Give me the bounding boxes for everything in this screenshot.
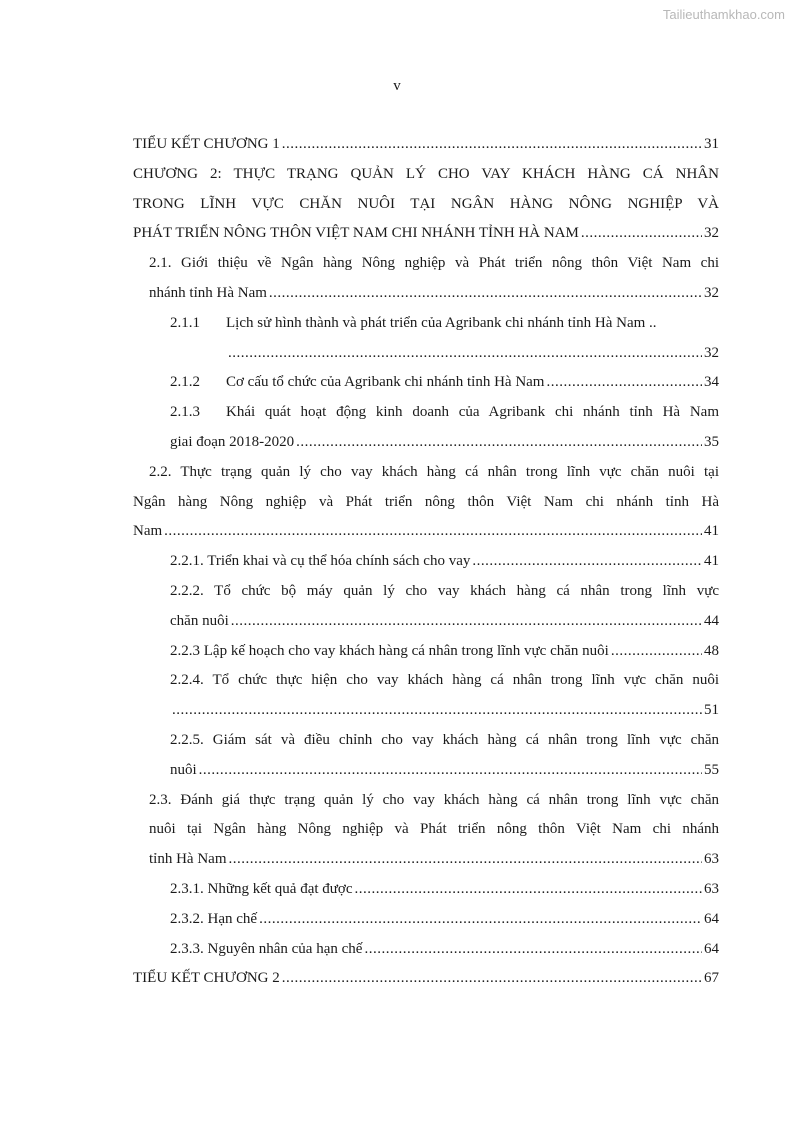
toc-entry-line: 2.2. Thực trạng quản lý cho vay khách hàng cá nhân trong lĩnh vực chăn nuôi tại (149, 463, 719, 480)
toc-entry-2-2-5[interactable] (133, 726, 719, 786)
toc-entry-title: 2.3.2. Hạn chế (170, 910, 258, 927)
toc-entry-2-2-1[interactable] (133, 547, 719, 577)
toc-page-number: 41 (704, 523, 719, 540)
toc-page-number: 63 (704, 880, 719, 897)
toc-entry-2-2-4[interactable] (133, 666, 719, 726)
dot-leader (269, 279, 702, 309)
dot-leader (228, 845, 702, 875)
toc-page-number: 32 (704, 225, 719, 242)
toc-entry-title: chăn nuôi (170, 612, 229, 629)
toc-entry-title: nhánh tỉnh Hà Nam (149, 284, 267, 301)
toc-page-number: 67 (704, 970, 719, 987)
toc-entry-2-3-3[interactable] (133, 935, 719, 965)
toc-entry-number: 2.1.1 (170, 314, 200, 331)
table-of-contents (133, 130, 719, 994)
toc-entry-line: nuôi tại Ngân hàng Nông nghiệp và Phát triển nông thôn Việt Nam chi nhánh (149, 821, 719, 838)
toc-entry-2-1-3[interactable] (133, 398, 719, 458)
toc-entry-title: tỉnh Hà Nam (149, 851, 227, 868)
dot-leader (228, 339, 702, 369)
dot-leader (282, 964, 702, 994)
toc-page-number: 64 (704, 910, 719, 927)
toc-page-number: 51 (704, 702, 719, 719)
dot-leader (282, 130, 702, 160)
toc-page-number: 34 (704, 374, 719, 391)
dot-leader (472, 547, 702, 577)
toc-entry-line: Lịch sử hình thành và phát triển của Agribank chi nhánh tỉnh Hà Nam .. (226, 314, 657, 331)
toc-entry-2-1-2[interactable] (133, 368, 719, 398)
toc-entry-title: 2.3.3. Nguyên nhân của hạn chế (170, 940, 363, 957)
toc-entry-2-2-3[interactable] (133, 637, 719, 667)
toc-entry-title: 2.2.3 Lập kế hoạch cho vay khách hàng cá nhân trong lĩnh vực chăn nuôi (170, 642, 609, 659)
dot-leader (581, 219, 702, 249)
dot-leader (364, 935, 702, 965)
toc-page-number: 41 (704, 553, 719, 570)
toc-entry-title: 2.2.1. Triển khai và cụ thể hóa chính sách cho vay (170, 553, 471, 570)
toc-entry-title: 2.3.1. Những kết quả đạt được (170, 880, 353, 897)
dot-leader (296, 428, 702, 458)
toc-entry-number: 2.1.2 (170, 374, 200, 391)
toc-entry-number: 2.1.3 (170, 404, 200, 421)
toc-entry-2-3-2[interactable] (133, 905, 719, 935)
toc-entry-title: giai đoạn 2018-2020 (170, 433, 295, 450)
dot-leader (611, 637, 702, 667)
toc-page-number: 48 (704, 642, 719, 659)
toc-entry-2-2[interactable] (133, 458, 719, 547)
dot-leader (172, 696, 702, 726)
toc-entry-2-2-2[interactable] (133, 577, 719, 637)
toc-entry-title: TIỂU KẾT CHƯƠNG 2 (133, 970, 280, 987)
dot-leader (164, 517, 702, 547)
dot-leader (199, 756, 702, 786)
dot-leader (546, 368, 702, 398)
toc-entry-2-1[interactable] (133, 249, 719, 309)
toc-page-number: 32 (704, 344, 719, 361)
toc-entry-line: 2.2.5. Giám sát và điều chỉnh cho vay khách hàng cá nhân trong lĩnh vực chăn (170, 731, 719, 748)
toc-page-number: 35 (704, 433, 719, 450)
toc-entry-title: Nam (133, 523, 163, 540)
dot-leader (259, 905, 702, 935)
toc-page-number: 64 (704, 940, 719, 957)
toc-page-number: 63 (704, 851, 719, 868)
toc-entry-2-3-1[interactable] (133, 875, 719, 905)
toc-entry-2-1-1[interactable] (133, 309, 719, 369)
toc-entry-title: PHÁT TRIỂN NÔNG THÔN VIỆT NAM CHI NHÁNH TỈNH HÀ NAM (133, 225, 579, 242)
toc-page-number: 31 (704, 136, 719, 152)
toc-page-number: 55 (704, 761, 719, 778)
toc-page-number: 32 (704, 284, 719, 301)
watermark: Tailieuthamkhao.com (662, 7, 785, 22)
dot-leader (231, 607, 702, 637)
toc-entry-line: 2.2.2. Tổ chức bộ máy quản lý cho vay khách hàng cá nhân trong lĩnh vực (170, 582, 719, 599)
toc-entry-title: Cơ cấu tổ chức của Agribank chi nhánh tỉnh Hà Nam (226, 374, 545, 391)
toc-entry-summary-chapter-2[interactable] (133, 964, 719, 994)
toc-entry-2-3[interactable] (133, 786, 719, 875)
toc-entry-line: TRONG LĨNH VỰC CHĂN NUÔI TẠI NGÂN HÀNG NÔNG NGHIỆP VÀ (133, 195, 719, 212)
toc-entry-summary-chapter-1[interactable] (133, 130, 719, 160)
toc-entry-line: 2.1. Giới thiệu về Ngân hàng Nông nghiệp và Phát triển nông thôn Việt Nam chi (149, 255, 719, 272)
toc-entry-line: CHƯƠNG 2: THỰC TRẠNG QUẢN LÝ CHO VAY KHÁCH HÀNG CÁ NHÂN (133, 165, 719, 182)
dot-leader (355, 875, 703, 905)
page-number: v (393, 78, 401, 94)
toc-entry-chapter-2[interactable] (133, 160, 719, 249)
toc-entry-line: 2.3. Đánh giá thực trạng quản lý cho vay khách hàng cá nhân trong lĩnh vực chăn (149, 791, 719, 808)
toc-entry-title: TIỂU KẾT CHƯƠNG 1 (133, 136, 280, 152)
toc-page-number: 44 (704, 612, 719, 629)
toc-entry-line: Khái quát hoạt động kinh doanh của Agribank chi nhánh tỉnh Hà Nam (226, 404, 719, 421)
toc-entry-line: 2.2.4. Tổ chức thực hiện cho vay khách hàng cá nhân trong lĩnh vực chăn nuôi (170, 672, 719, 689)
toc-entry-line: Ngân hàng Nông nghiệp và Phát triển nông thôn Việt Nam chi nhánh tỉnh Hà (133, 493, 719, 510)
toc-entry-title: nuôi (170, 761, 197, 778)
